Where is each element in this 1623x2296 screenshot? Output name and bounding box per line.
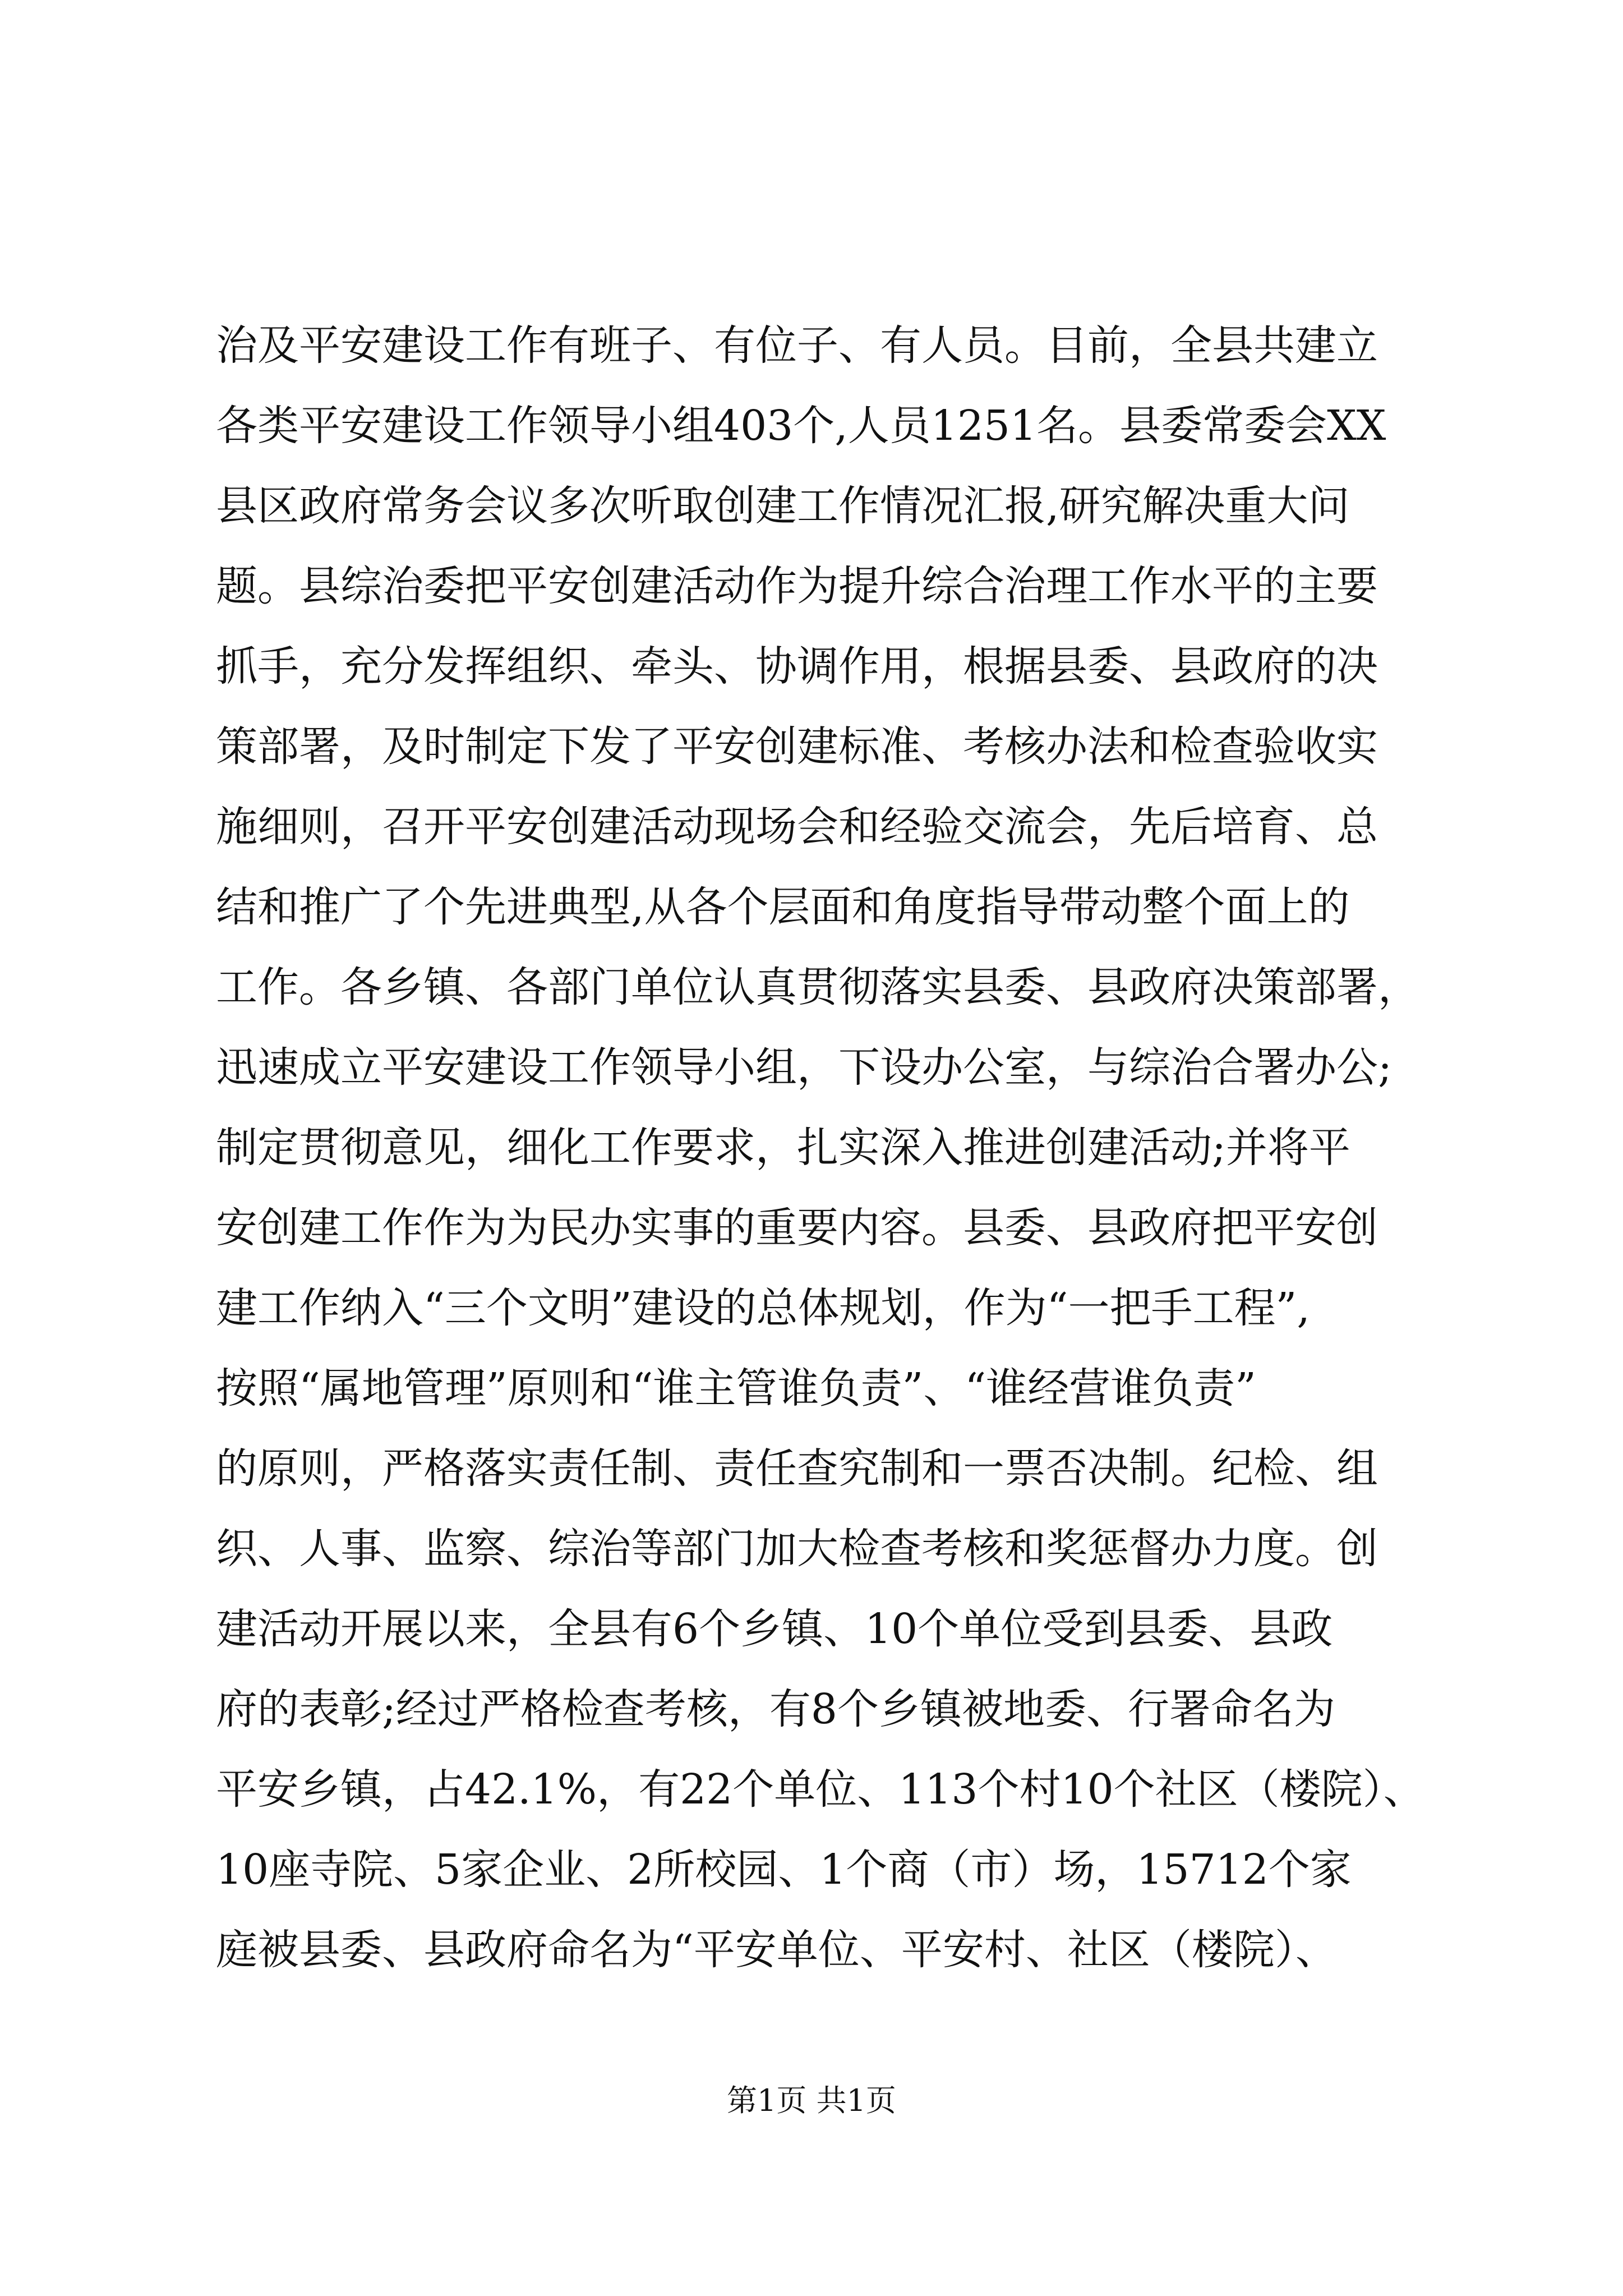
text-line: 题。县综治委把平安创建活动作为提升综合治理工作水平的主要 <box>216 562 1378 610</box>
text-line: 工作。各乡镇、各部门单位认真贯彻落实县委、县政府决策部署， <box>216 963 1419 1011</box>
text-line: 治及平安建设工作有班子、有位子、有人员。目前，全县共建立 <box>216 321 1378 370</box>
text-line: 迅速成立平安建设工作领导小组，下设办公室，与综治合署办公; <box>216 1043 1392 1092</box>
text-line: 安创建工作作为为民办实事的重要内容。县委、县政府把平安创 <box>216 1204 1378 1252</box>
body-text <box>216 306 1438 1990</box>
text-line: 施细则，召开平安创建活动现场会和经验交流会，先后培育、总 <box>216 803 1378 851</box>
text-line: 10座寺院、5家企业、2所校园、1个商（市）场，15712个家 <box>216 1846 1352 1894</box>
text-line: 制定贯彻意见，细化工作要求，扎实深入推进创建活动;并将平 <box>216 1124 1350 1172</box>
text-line: 按照“属地管理”原则和“谁主管谁负责”、“谁经营谁负责” <box>216 1364 1256 1412</box>
text-line: 织、人事、监察、综治等部门加大检查考核和奖惩督办力度。创 <box>216 1525 1378 1573</box>
text-line: 建活动开展以来，全县有6个乡镇、10个单位受到县委、县政 <box>216 1605 1333 1653</box>
text-line: 各类平安建设工作领导小组403个,人员1251名。县委常委会XX <box>216 402 1386 450</box>
page-footer: 第1页 共1页 <box>727 2083 896 2118</box>
text-line: 抓手，充分发挥组织、牵头、协调作用，根据县委、县政府的决 <box>216 642 1378 691</box>
text-line: 策部署，及时制定下发了平安创建标准、考核办法和检查验收实 <box>216 723 1378 771</box>
text-line: 县区政府常务会议多次听取创建工作情况汇报,研究解决重大问 <box>216 482 1350 530</box>
text-line: 结和推广了个先进典型,从各个层面和角度指导带动整个面上的 <box>216 883 1350 931</box>
text-line: 平安乡镇，占42.1%，有22个单位、113个村10个社区（楼院）、 <box>216 1765 1425 1814</box>
text-line: 的原则，严格落实责任制、责任查究制和一票否决制。纪检、组 <box>216 1444 1378 1493</box>
text-line: 庭被县委、县政府命名为“平安单位、平安村、社区（楼院）、 <box>216 1926 1337 1974</box>
text-line: 府的表彰;经过严格检查考核，有8个乡镇被地委、行署命名为 <box>216 1685 1336 1733</box>
text-line: 建工作纳入“三个文明”建设的总体规划，作为“一把手工程”, <box>216 1284 1310 1332</box>
